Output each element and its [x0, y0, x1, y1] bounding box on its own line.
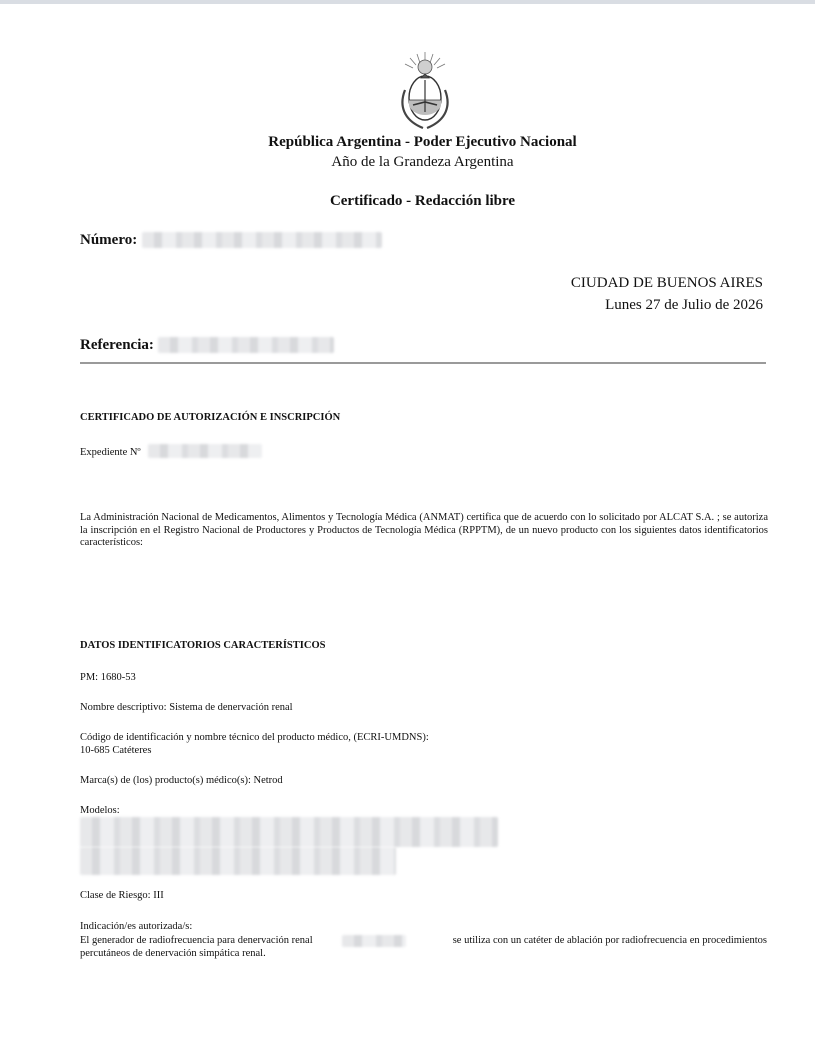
redacted-modelos-line2	[80, 847, 396, 875]
document-type: Certificado - Redacción libre	[329, 193, 516, 209]
codigo-value: 10-685 Catéteres	[80, 745, 152, 756]
pm-number: PM: 1680-53	[80, 672, 136, 683]
redacted-modelos-line1	[80, 817, 498, 847]
section-title-datos: DATOS IDENTIFICATORIOS CARACTERÍSTICOS	[80, 640, 326, 651]
referencia-row	[80, 336, 154, 354]
redacted-expediente	[148, 444, 262, 458]
redacted-generator-name	[342, 935, 406, 947]
government-title: República Argentina - Poder Ejecutivo Nacional	[268, 134, 577, 150]
indicacion-label: Indicación/es autorizada/s:	[80, 921, 193, 932]
nombre-descriptivo: Nombre descriptivo: Sistema de denervación renal	[80, 702, 293, 713]
expediente-label: Expediente Nº	[80, 447, 141, 458]
indicacion-line1-end: se utiliza con un catéter de ablación por radiofrecuencia en procedimientos	[452, 935, 767, 946]
document-date: Lunes 27 de Julio de 2026	[605, 297, 763, 313]
referencia-label: Referencia:	[80, 337, 154, 353]
redacted-referencia	[158, 337, 334, 353]
intro-paragraph: La Administración Nacional de Medicamentos, Alimentos y Tecnología Médica (ANMAT) certifica que de acuerdo con lo solicitado por ALCAT S.A. ; se autoriza la inscripción en el Registro Nacional de Productores y Productos de Tecnología Médica (RPPTM), de un nuevo producto con los siguientes datos identificatorios característicos:	[80, 512, 768, 548]
indicacion-line1-start: El generador de radiofrecuencia para denervación renal	[80, 935, 313, 946]
city: CIUDAD DE BUENOS AIRES	[570, 275, 763, 291]
government-motto: Año de la Grandeza Argentina	[331, 154, 514, 170]
clase-riesgo: Clase de Riesgo: III	[80, 890, 164, 901]
codigo-label: Código de identificación y nombre técnico del producto médico, (ECRI-UMDNS):	[80, 732, 429, 743]
header-divider	[80, 362, 766, 364]
numero-label: Número:	[80, 232, 138, 248]
coat-of-arms-icon	[395, 50, 455, 132]
indicacion-line2: percutáneos de denervación simpática renal.	[80, 948, 266, 959]
redacted-numero	[142, 232, 382, 248]
marca: Marca(s) de (los) producto(s) médico(s): Netrod	[80, 775, 283, 786]
section-title-certificado: CERTIFICADO DE AUTORIZACIÓN E INSCRIPCIÓN	[80, 412, 341, 423]
numero-row	[80, 231, 137, 249]
modelos-label: Modelos:	[80, 805, 120, 816]
